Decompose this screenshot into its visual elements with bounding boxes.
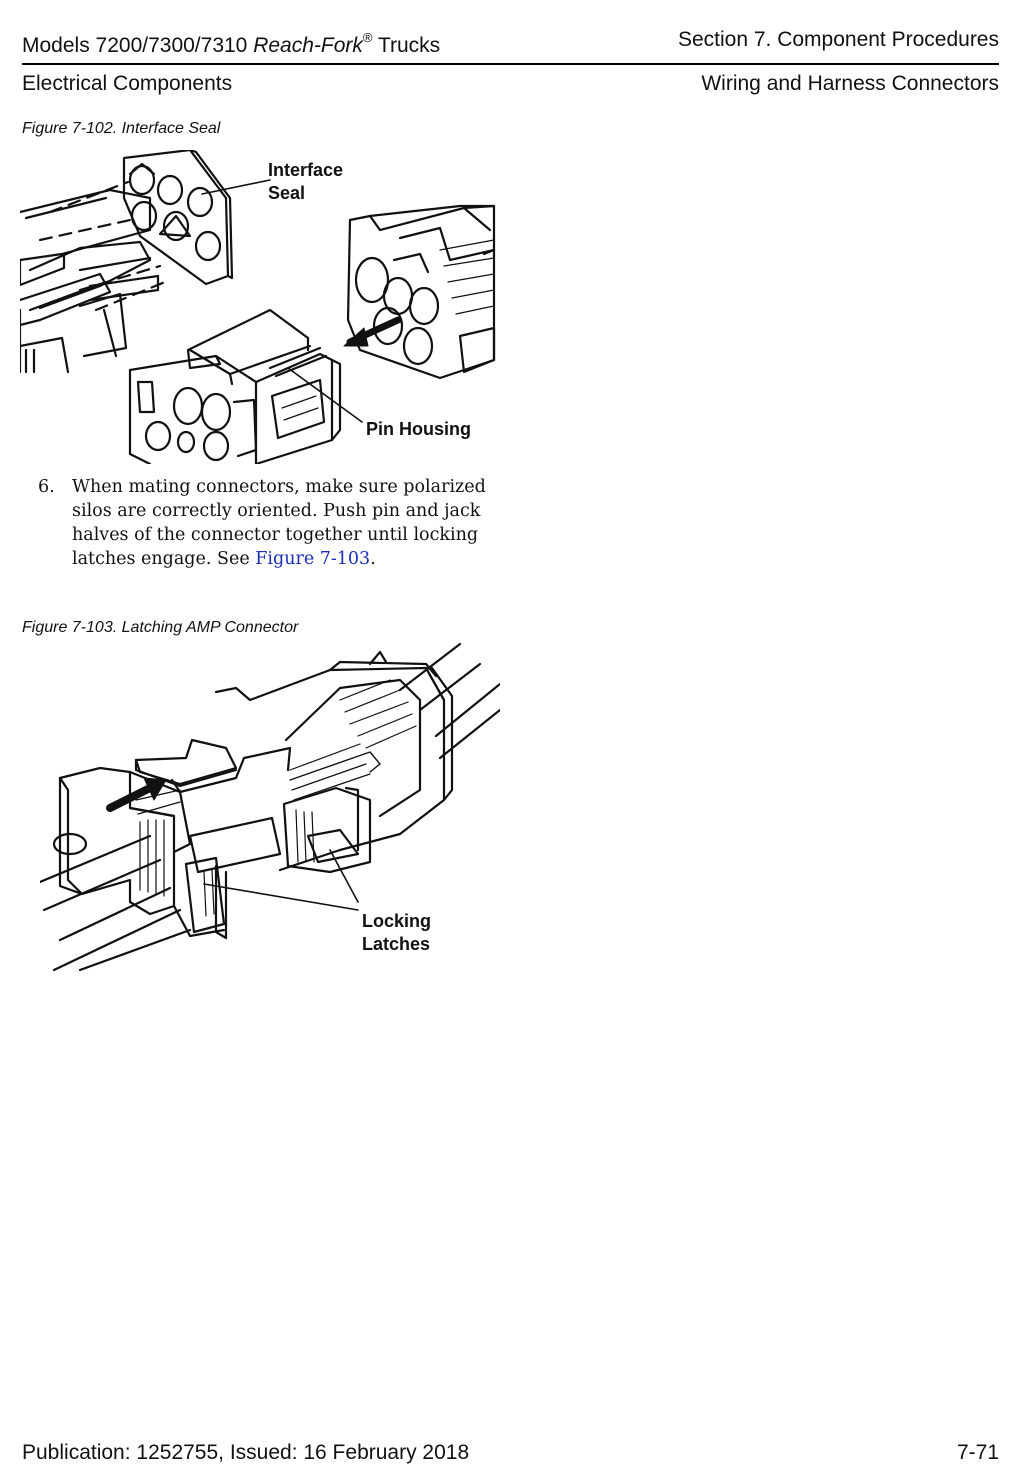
jack-body [216, 652, 452, 870]
figure-7-103-link[interactable]: Figure 7-103 [255, 549, 371, 569]
pin-housing [130, 310, 340, 464]
header-rule [22, 63, 999, 65]
pin-leader-line [288, 368, 362, 422]
locking-latches-label-line2: Latches [362, 934, 431, 954]
figure-7-102-illustration [20, 150, 496, 464]
left-wires [40, 836, 190, 970]
interface-seal-label-line1: Interface [268, 160, 344, 180]
header-section: Section 7. Component Procedures [677, 28, 999, 51]
step-number: 6. [38, 477, 55, 497]
publication-info: Publication: 1252755, Issued: 16 February 2018 [22, 1441, 470, 1464]
registered-mark: ® [362, 30, 373, 45]
pin-housing-label: Pin Housing [366, 419, 471, 439]
interface-seal-label [268, 159, 343, 205]
step-text [72, 475, 502, 571]
right-wires [400, 644, 500, 758]
pin-housing-2 [60, 740, 290, 938]
left-pin [54, 834, 86, 854]
left-plug [20, 190, 158, 372]
figure-7-102-caption: Figure 7-102. Interface Seal [22, 120, 221, 137]
interface-seal-label-line2: Seal [268, 183, 306, 203]
step-body: When mating connectors, make sure polarized silos are correctly oriented. Push pin and jack halves of the connector together until locking latches engage. See [72, 477, 486, 569]
page-number: 7-71 [956, 1441, 999, 1464]
header-models-prefix: Models 7200/7300/7310 [22, 34, 254, 57]
figure-7-103-illustration [40, 640, 500, 972]
locking-latches-label [362, 910, 431, 956]
right-jack-housing [348, 206, 494, 378]
mating-arrow-head [344, 328, 368, 346]
figure-7-103-caption: Figure 7-103. Latching AMP Connector [22, 619, 299, 636]
interface-seal-drawing [20, 150, 496, 464]
header-models-suffix: Trucks [372, 34, 441, 57]
seal-leader-line [202, 180, 270, 194]
header-models [22, 28, 440, 58]
header-subsection: Electrical Components [22, 72, 233, 95]
locking-latch [284, 788, 370, 872]
header-topic: Wiring and Harness Connectors [701, 72, 999, 95]
latch-leader-lower [204, 884, 358, 910]
header-brand: Reach-Fork [253, 34, 363, 57]
locking-latches-label-line1: Locking [362, 911, 432, 931]
step-period: . [370, 549, 376, 569]
